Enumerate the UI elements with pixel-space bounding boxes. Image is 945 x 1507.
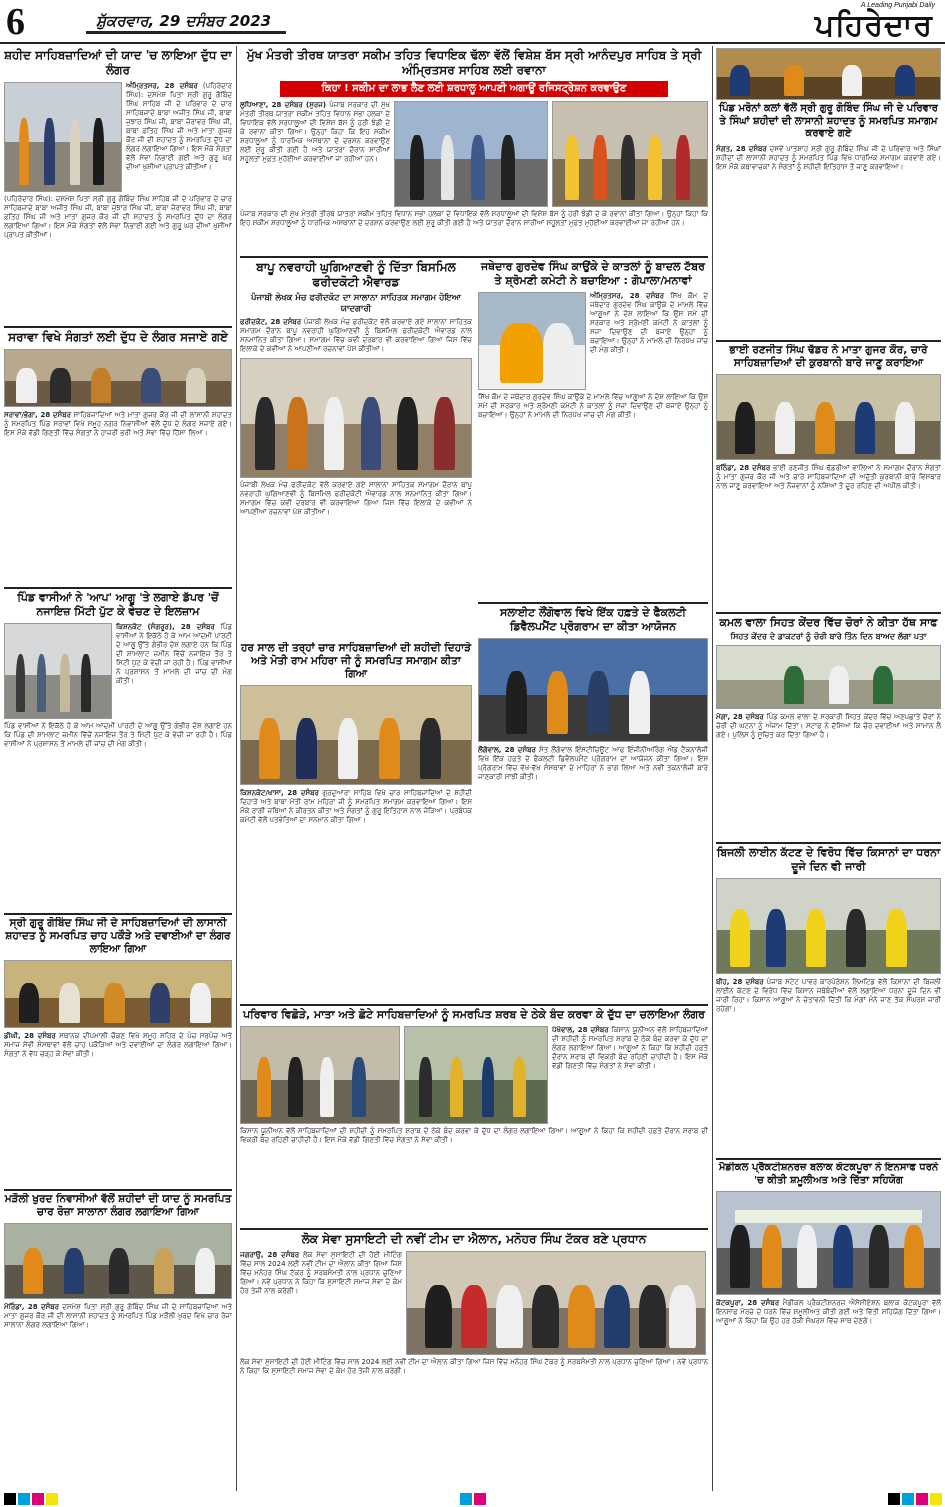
story-photo <box>716 374 941 460</box>
story-dateline: ਲੁਧਿਆਣਾ, 28 ਦਸੰਬਰ (ਸੁਰਜ) <box>240 101 327 109</box>
story-body: ਲੋਕ ਸੇਵਾ ਸੁਸਾਇਟੀ ਦੀ ਹੋਈ ਮੀਟਿੰਗ ਵਿੱਚ ਸਾਲ 2024 ਲਈ ਨਵੀਂ ਟੀਮ ਦਾ ਐਲਾਨ ਕੀਤਾ ਗਿਆ ਜਿਸ ਵਿੱਚ ਮਨੋਹਰ ਸਿੰਘ ਟੱਕਰ ਨੂੰ ਸਰਬਸੰਮਤੀ ਨਾਲ ਪ੍ਰਧਾਨ ਚੁਣਿਆ ਗਿਆ। ਨਵੇਂ ਪ੍ਰਧਾਨ ਨੇ ਕਿਹਾ ਕਿ ਸੁਸਾਇਟੀ ਸਮਾਜ ਸੇਵਾ ਦੇ ਕੰਮ ਹੋਰ ਤੇਜ਼ੀ ਨਾਲ ਕਰੇਗੀ। <box>240 1251 403 1295</box>
divider <box>4 1189 232 1191</box>
registration-swatch <box>930 1493 942 1505</box>
registration-swatch <box>46 1493 58 1505</box>
story-headline: ਬਾਪੂ ਨਵਰਾਹੀ ਘੁਗਿਆਣਵੀ ਨੂੰ ਦਿੱਤਾ ਬਿਸਮਿਲ ਫਰੀਦਕੋਟੀ ਐਵਾਰਡ <box>256 260 456 289</box>
story-headline: ਸਰਾਵਾ ਵਿਖੇ ਸੰਗਤਾਂ ਲਈ ਦੁੱਧ ਦੇ ਲੰਗਰ ਸਜਾਏ ਗਏ <box>8 330 228 344</box>
story-body-continued: ਪਿੰਡ ਵਾਸੀਆਂ ਨੇ ਇਕੱਠੇ ਹੋ ਕੇ ਆਮ ਆਦਮੀ ਪਾਰਟੀ ਦੇ ਆਗੂ ਉੱਤੇ ਗੰਭੀਰ ਦੋਸ਼ ਲਗਾਏ ਹਨ ਕਿ ਪਿੰਡ ਦੀ ਸ਼ਾਮਲਾਟ ਜ਼ਮੀਨ ਵਿੱਚੋਂ ਨਜਾਇਜ਼ ਤੌਰ ਤੇ ਮਿੱਟੀ ਪੁੱਟ ਕੇ ਵੇਚੀ ਜਾ ਰਹੀ ਹੈ। ਪਿੰਡ ਵਾਸੀਆਂ ਨੇ ਪ੍ਰਸ਼ਾਸਨ ਤੋਂ ਮਾਮਲੇ ਦੀ ਜਾਂਚ ਦੀ ਮੰਗ ਕੀਤੀ। <box>4 721 232 748</box>
story-photo <box>404 1026 548 1124</box>
divider <box>4 587 232 589</box>
story-kaunke-case <box>478 260 708 600</box>
story-photo <box>552 101 708 207</box>
story-medical-practitioners <box>716 1162 941 1490</box>
story-photo <box>394 101 548 207</box>
story-dateline: ਕਿਸ਼ਨਕੋਟ (ਸੰਗਰੂਰ), 28 ਦਸੰਬਰ <box>116 622 215 631</box>
story-photo <box>240 685 472 785</box>
column-rule <box>236 46 237 1491</box>
issue-date: ਸ਼ੁੱਕਰਵਾਰ, 29 ਦਸੰਬਰ 2023 <box>86 10 286 34</box>
story-body: ਪੰਜਾਬ ਸਟੇਟ ਪਾਵਰ ਕਾਰਪੋਰੇਸ਼ਨ ਲਿਮਟਿਡ ਵੱਲੋਂ ਕਿਸਾਨਾਂ ਦੀ ਬਿਜਲੀ ਲਾਈਨ ਕੱਟਣ ਦੇ ਵਿਰੋਧ ਵਿੱਚ ਕਿਸਾਨ ਜਥੇਬੰਦੀਆਂ ਵੱਲੋਂ ਲਗਾਇਆ ਧਰਨਾ ਦੂਜੇ ਦਿਨ ਵੀ ਜਾਰੀ ਰਿਹਾ। ਕਿਸਾਨ ਆਗੂਆਂ ਨੇ ਚੇਤਾਵਨੀ ਦਿੱਤੀ ਕਿ ਮੰਗਾਂ ਮੰਨੇ ਜਾਣ ਤੱਕ ਸੰਘਰਸ਼ ਜਾਰੀ ਰਹੇਗਾ। <box>716 977 941 1013</box>
story-dateline: ਡੀਘੀ, 28 ਦਸੰਬਰ <box>4 1032 56 1041</box>
divider <box>240 1228 708 1230</box>
story-headline: ਪਿੰਡ ਵਾਸੀਆਂ ਨੇ 'ਆਪ' ਆਗੂ 'ਤੇ ਲਗਾਏ ਡੱਪਰ 'ਚੋਂ ਨਜਾਇਜ਼ ਮਿੱਟੀ ਪੁੱਟ ਕੇ ਵੇਚਣ ਦੇ ਇਲਜ਼ਾਮ <box>17 591 219 618</box>
registration-swatch <box>916 1493 928 1505</box>
story-body: ਪੰਜਾਬ ਸਰਕਾਰ ਦੀ ਮੁੱਖ ਮੰਤਰੀ ਤੀਰਥ ਯਾਤਰਾ ਸਕੀਮ ਤਹਿਤ ਵਿਧਾਨ ਸਭਾ ਹਲਕਾ ਦੇ ਵਿਧਾਇਕ ਵੱਲੋਂ ਸ਼ਰਧਾਲੂਆਂ ਦੀ ਵਿਸ਼ੇਸ਼ ਬੱਸ ਨੂੰ ਹਰੀ ਝੰਡੀ ਦੇ ਕੇ ਰਵਾਨਾ ਕੀਤਾ ਗਿਆ। ਉਨ੍ਹਾਂ ਕਿਹਾ ਕਿ ਇਹ ਸਕੀਮ ਸ਼ਰਧਾਲੂਆਂ ਨੂੰ ਧਾਰਮਿਕ ਅਸਥਾਨਾਂ ਦੇ ਦਰਸ਼ਨ ਕਰਵਾਉਣ ਲਈ ਸ਼ੁਰੂ ਕੀਤੀ ਗਈ ਹੈ ਅਤੇ ਯਾਤਰਾ ਦੌਰਾਨ ਸਾਰੀਆਂ ਸਹੂਲਤਾਂ ਮੁਫ਼ਤ ਮੁਹੱਈਆ ਕਰਵਾਈਆਂ ਜਾ ਰਹੀਆਂ ਹਨ। <box>240 101 390 163</box>
story-headline: ਪਰਿਵਾਰ ਵਿਛੋੜੇ, ਮਾਤਾ ਅਤੇ ਛੋਟੇ ਸਾਹਿਬਜ਼ਾਦਿਆਂ ਨੂੰ ਸਮਰਪਿਤ ਸ਼ਰਬ ਦੇ ਠੇਕੇ ਬੰਦ ਕਰਵਾ ਕੇ ਦੁੱਧ ਦਾ ਚਲਾਇਆ ਲੰਗਰ <box>243 1008 705 1021</box>
column-rule <box>712 46 713 1491</box>
story-sliet-fdp <box>478 606 708 1002</box>
story-dateline: ਅੰਮ੍ਰਿਤਸਰ, 28 ਦਸੰਬਰ <box>126 82 198 90</box>
story-body-continued: ਪੰਜਾਬ ਸਰਕਾਰ ਦੀ ਮੁੱਖ ਮੰਤਰੀ ਤੀਰਥ ਯਾਤਰਾ ਸਕੀਮ ਤਹਿਤ ਵਿਧਾਨ ਸਭਾ ਹਲਕਾ ਦੇ ਵਿਧਾਇਕ ਵੱਲੋਂ ਸ਼ਰਧਾਲੂਆਂ ਦੀ ਵਿਸ਼ੇਸ਼ ਬੱਸ ਨੂੰ ਹਰੀ ਝੰਡੀ ਦੇ ਕੇ ਰਵਾਨਾ ਕੀਤਾ ਗਿਆ। ਉਨ੍ਹਾਂ ਕਿਹਾ ਕਿ ਇਹ ਸਕੀਮ ਸ਼ਰਧਾਲੂਆਂ ਨੂੰ ਧਾਰਮਿਕ ਅਸਥਾਨਾਂ ਦੇ ਦਰਸ਼ਨ ਕਰਵਾਉਣ ਲਈ ਸ਼ੁਰੂ ਕੀਤੀ ਗਈ ਹੈ ਅਤੇ ਯਾਤਰਾ ਦੌਰਾਨ ਸਾਰੀਆਂ ਸਹੂਲਤਾਂ ਮੁਫ਼ਤ ਮੁਹੱਈਆ ਕਰਵਾਈਆਂ ਜਾ ਰਹੀਆਂ ਹਨ। <box>240 210 708 227</box>
story-headline: ਸ਼ਹੀਦ ਸਾਹਿਬਜ਼ਾਦਿਆਂ ਦੀ ਯਾਦ 'ਚ ਲਾਇਆ ਦੁੱਧ ਦਾ ਲੰਗਰ <box>4 48 232 77</box>
story-photo <box>716 878 941 974</box>
story-tea-pakora-langar <box>4 917 232 1187</box>
story-subhead: ਸਿਹਤ ਕੇਂਦਰ ਦੇ ਡਾਕਟਰਾਂ ਨੂੰ ਚੋਰੀ ਬਾਰੇ ਤਿੰਨ ਦਿਨ ਬਾਅਦ ਲੱਗਾ ਪਤਾ <box>730 631 927 641</box>
story-photo <box>4 82 122 192</box>
divider <box>240 1004 708 1006</box>
story-body: (ਪਹਿਰੇਦਾਰ ਸਿੰਘ): ਦਸਮੇਸ਼ ਪਿਤਾ ਸ੍ਰੀ ਗੁਰੂ ਗੋਬਿੰਦ ਸਿੰਘ ਸਾਹਿਬ ਜੀ ਦੇ ਪਰਿਵਾਰ ਦੇ ਚਾਰ ਸਾਹਿਬਜ਼ਾਦੇ ਬਾਬਾ ਅਜੀਤ ਸਿੰਘ ਜੀ, ਬਾਬਾ ਜੁਝਾਰ ਸਿੰਘ ਜੀ, ਬਾਬਾ ਜ਼ੋਰਾਵਰ ਸਿੰਘ ਜੀ, ਬਾਬਾ ਫ਼ਤਿਹ ਸਿੰਘ ਜੀ ਅਤੇ ਮਾਤਾ ਗੁਜਰ ਕੌਰ ਜੀ ਦੀ ਸ਼ਹਾਦਤ ਨੂੰ ਸਮਰਪਿਤ ਦੁੱਧ ਦਾ ਲੰਗਰ ਲਗਾਇਆ ਗਿਆ। ਇਸ ਮੌਕੇ ਸੰਗਤਾਂ ਵੱਲੋਂ ਸੇਵਾ ਨਿਭਾਈ ਗਈ ਅਤੇ ਗੁਰੂ ਘਰ ਦੀਆਂ ਖੁਸ਼ੀਆਂ ਪ੍ਰਾਪਤ ਕੀਤੀਆਂ। <box>126 82 232 171</box>
story-photo <box>4 623 112 719</box>
registration-swatch <box>18 1493 30 1505</box>
story-body: ਪੰਜਾਬੀ ਲੇਖਕ ਮੰਚ ਫਰੀਦਕੋਟ ਵੱਲੋਂ ਕਰਵਾਏ ਗਏ ਸਾਲਾਨਾ ਸਾਹਿਤਕ ਸਮਾਗਮ ਦੌਰਾਨ ਬਾਪੂ ਨਵਰਾਹੀ ਘੁਗਿਆਣਵੀ ਨੂੰ ਬਿਸਮਿਲ ਫਰੀਦਕੋਟੀ ਐਵਾਰਡ ਨਾਲ ਸਨਮਾਨਿਤ ਕੀਤਾ ਗਿਆ। ਸਮਾਗਮ ਵਿੱਚ ਕਵੀ ਦਰਬਾਰ ਵੀ ਕਰਵਾਇਆ ਗਿਆ ਜਿਸ ਵਿੱਚ ਇਲਾਕੇ ਦੇ ਕਵੀਆਂ ਨੇ ਆਪਣੀਆਂ ਰਚਨਾਵਾਂ ਪੇਸ਼ ਕੀਤੀਆਂ। <box>240 318 472 354</box>
registration-swatch <box>4 1493 16 1505</box>
story-body: ਮੈਡੀਕਲ ਪ੍ਰੈਕਟੀਸ਼ਨਰਜ਼ ਐਸੋਸੀਏਸ਼ਨ ਬਲਾਕ ਕੋਟਕਪੂਰਾ ਵੱਲੋਂ ਇਨਸਾਫ ਮੋਰਚੇ ਦੇ ਧਰਨੇ ਵਿੱਚ ਸ਼ਮੂਲੀਅਤ ਕੀਤੀ ਗਈ ਅਤੇ ਵਿੱਤੀ ਸਹਿਯੋਗ ਦਿੱਤਾ ਗਿਆ। ਆਗੂਆਂ ਨੇ ਕਿਹਾ ਕਿ ਉਹ ਹਰ ਹੱਕੀ ਸੰਘਰਸ਼ ਵਿੱਚ ਸਾਥ ਦੇਣਗੇ। <box>716 1299 941 1325</box>
story-body: ਭਾਈ ਰਣਜੀਤ ਸਿੰਘ ਢੱਡਰੀਆਂ ਵਾਲਿਆਂ ਨੇ ਸਮਾਗਮ ਦੌਰਾਨ ਸੰਗਤਾਂ ਨੂੰ ਮਾਤਾ ਗੁਜਰ ਕੌਰ ਜੀ ਅਤੇ ਚਾਰੇ ਸਾਹਿਬਜ਼ਾਦਿਆਂ ਦੀ ਅਦੁੱਤੀ ਕੁਰਬਾਨੀ ਬਾਰੇ ਵਿਸਥਾਰ ਨਾਲ ਜਾਣੂ ਕਰਵਾਇਆ ਅਤੇ ਨੌਜਵਾਨਾਂ ਨੂੰ ਨਸ਼ਿਆਂ ਤੋਂ ਦੂਰ ਰਹਿਣ ਦੀ ਅਪੀਲ ਕੀਤੀ। <box>716 464 941 491</box>
story-dateline: ਬੀਹ, 28 ਦਸੰਬਰ <box>716 977 764 986</box>
registration-swatch <box>460 1493 472 1505</box>
story-body: ਸੰਤ ਲੌਂਗੋਵਾਲ ਇੰਸਟੀਚਿਊਟ ਆਫ ਇੰਜੀਨੀਅਰਿੰਗ ਐਂਡ ਟੈਕਨਾਲੋਜੀ ਵਿਖੇ ਇੱਕ ਹਫ਼ਤੇ ਦੇ ਫੈਕਲਟੀ ਡਿਵੈਲਪਮੈਂਟ ਪ੍ਰੋਗਰਾਮ ਦਾ ਆਯੋਜਨ ਕੀਤਾ ਗਿਆ। ਇਸ ਪ੍ਰੋਗਰਾਮ ਵਿੱਚ ਵੱਖ-ਵੱਖ ਸੰਸਥਾਵਾਂ ਦੇ ਮਾਹਿਰਾਂ ਨੇ ਭਾਗ ਲਿਆ ਅਤੇ ਨਵੀਂ ਤਕਨਾਲੋਜੀ ਬਾਰੇ ਜਾਣਕਾਰੀ ਸਾਂਝੀ ਕੀਤੀ। <box>478 745 708 781</box>
story-headline: ਸਲਾਈਟ ਲੌਂਗੋਵਾਲ ਵਿਖੇ ਇੱਕ ਹਫ਼ਤੇ ਦੇ ਫੈਕਲਟੀ ਡਿਵੈਲਪਮੈਂਟ ਪ੍ਰੋਗਰਾਮ ਦਾ ਕੀਤਾ ਆਯੋਜਨ <box>500 606 686 633</box>
story-photo <box>716 1191 941 1295</box>
story-photo <box>4 1223 232 1299</box>
story-bismil-award <box>240 260 472 638</box>
story-headline: ਸ੍ਰੀ ਗੁਰੂ ਗੋਬਿੰਦ ਸਿੰਘ ਜੀ ਦੇ ਸਾਹਿਬਜ਼ਾਦਿਆਂ ਦੀ ਲਾਸਾਨੀ ਸ਼ਹਾਦਤ ਨੂੰ ਸਮਰਪਿਤ ਚਾਹ ਪਕੌੜੇ ਅਤੇ ਦਵਾਈਆਂ ਦਾ ਲੰਗਰ ਲਾਇਆ ਗਿਆ <box>5 917 231 956</box>
story-dateline: ਕੋਟਕਪੂਰਾ, 28 ਦਸੰਬਰ <box>716 1299 780 1307</box>
story-body: ਦਸਮੇਸ਼ ਪਿਤਾ ਸ੍ਰੀ ਗੁਰੂ ਗੋਬਿੰਦ ਸਿੰਘ ਜੀ ਦੇ ਸਾਹਿਬਜ਼ਾਦਿਆਂ ਅਤੇ ਮਾਤਾ ਗੁਜਰ ਕੌਰ ਜੀ ਦੀ ਲਾਸਾਨੀ ਸ਼ਹਾਦਤ ਨੂੰ ਸਮਰਪਿਤ ਪਿੰਡ ਮੜੌਲੀ ਖੁਰਦ ਵਿਖੇ ਚਾਰ ਰੋਜ਼ਾ ਸਾਲਾਨਾ ਲੰਗਰ ਲਗਾਇਆ ਗਿਆ। <box>4 1303 232 1330</box>
story-dateline: ਸਰਾਵਾਂ/ਭੋਗਾ, 28 ਦਸੰਬਰ <box>4 411 71 419</box>
divider <box>716 842 941 844</box>
story-headline: ਮੁੱਖ ਮੰਤਰੀ ਤੀਰਥ ਯਾਤਰਾ ਸਕੀਮ ਤਹਿਤ ਵਿਧਾਇਕ ਢੱਲਾ ਵੱਲੋਂ ਵਿਸ਼ੇਸ਼ ਬੱਸ ਸ੍ਰੀ ਆਨੰਦਪੁਰ ਸਾਹਿਬ ਤੇ ਸ੍ਰੀ ਅੰਮ੍ਰਿਤਸਰ ਸਾਹਿਬ ਲਈ ਰਵਾਨਾ <box>246 48 702 77</box>
story-liquor-shops-milk <box>240 1008 708 1226</box>
story-dateline: ਕਿਸ਼ਨਕੋਟ/ਖਾਸਾ, 28 ਦਸੰਬਰ <box>240 789 319 798</box>
story-marona-kalan <box>716 48 941 338</box>
registration-swatch <box>902 1493 914 1505</box>
story-body: ਸਾਹਿਬਜ਼ਾਦਿਆਂ ਅਤੇ ਮਾਤਾ ਗੁਜਰ ਕੌਰ ਜੀ ਦੀ ਲਾਸਾਨੀ ਸ਼ਹਾਦਤ ਨੂੰ ਸਮਰਪਿਤ ਪਿੰਡ ਸਰਾਵਾਂ ਵਿਖੇ ਸਮੂਹ ਨਗਰ ਨਿਵਾਸੀਆਂ ਵੱਲੋਂ ਦੁੱਧ ਦੇ ਲੰਗਰ ਸਜਾਏ ਗਏ। ਇਸ ਮੌਕੇ ਵੱਡੀ ਗਿਣਤੀ ਵਿੱਚ ਸੰਗਤਾਂ ਨੇ ਹਾਜ਼ਰੀ ਭਰੀ ਅਤੇ ਸੇਵਾ ਵਿੱਚ ਹਿੱਸਾ ਲਿਆ। <box>4 411 232 437</box>
story-dateline: ਮੋਰਿੰਡਾ, 28 ਦਸੰਬਰ <box>4 1303 60 1312</box>
story-body: ਸਿੱਖ ਕੌਮ ਦੇ ਜਥੇਦਾਰ ਗੁਰਦੇਵ ਸਿੰਘ ਕਾਉਂਕੇ ਦੇ ਮਾਮਲੇ ਵਿੱਚ ਆਗੂਆਂ ਨੇ ਦੋਸ਼ ਲਾਇਆ ਕਿ ਉਸ ਸਮੇਂ ਦੀ ਸਰਕਾਰ ਅਤੇ ਸ਼੍ਰੋਮਣੀ ਕਮੇਟੀ ਨੇ ਕਾਤਲਾਂ ਨੂੰ ਸਜ਼ਾ ਦਿਵਾਉਣ ਦੀ ਬਜਾਏ ਉਨ੍ਹਾਂ ਨੂੰ ਬਚਾਇਆ। ਉਨ੍ਹਾਂ ਨੇ ਮਾਮਲੇ ਦੀ ਨਿਰਪੱਖ ਜਾਂਚ ਦੀ ਮੰਗ ਕੀਤੀ। <box>590 291 708 354</box>
story-highlight-strip: ਕਿਹਾ ! ਸਕੀਮ ਦਾ ਲਾਭ ਲੈਣ ਲਈ ਸ਼ਰਧਾਲੂ ਆਪਣੀ ਅਗਾਊਂ ਰਜਿਸਟ੍ਰੇਸ਼ਨ ਕਰਵਾਉਣ <box>280 81 668 97</box>
divider <box>4 913 232 915</box>
divider <box>716 612 941 614</box>
story-photo <box>716 645 941 709</box>
page-number: 6 <box>6 1 25 43</box>
story-dhadrianwale <box>716 344 941 610</box>
story-photo <box>478 292 586 390</box>
divider <box>716 1158 941 1160</box>
story-health-centre-theft <box>716 616 941 840</box>
story-farmers-dharna <box>716 846 941 1156</box>
story-body: ਗੁਰਦੁਆਰਾ ਸਾਹਿਬ ਵਿਖੇ ਚਾਰ ਸਾਹਿਬਜ਼ਾਦਿਆਂ ਦੇ ਸ਼ਹੀਦੀ ਦਿਹਾੜੇ ਅਤੇ ਬਾਬਾ ਮੋਤੀ ਰਾਮ ਮਹਿਰਾ ਜੀ ਨੂੰ ਸਮਰਪਿਤ ਸਮਾਗਮ ਕਰਵਾਇਆ ਗਿਆ। ਇਸ ਮੌਕੇ ਰਾਗੀ ਜਥਿਆਂ ਨੇ ਕੀਰਤਨ ਕੀਤਾ ਅਤੇ ਸੰਗਤਾਂ ਨੂੰ ਗੁਰੂ ਇਤਿਹਾਸ ਨਾਲ ਜੋੜਿਆ। ਪ੍ਰਬੰਧਕ ਕਮੇਟੀ ਵੱਲੋਂ ਪਤਵੰਤਿਆਂ ਦਾ ਸਨਮਾਨ ਕੀਤਾ ਗਿਆ। <box>240 789 472 825</box>
divider <box>240 256 708 258</box>
story-photo <box>716 48 941 100</box>
story-body: ਸਥਾਨਕ ਦੀਪਮਾਲੀ ਚੌਕਣ ਵਿਖੇ ਸਮੂਹ ਸ਼ਹਿਰ ਦੇ ਪੰਚ ਸਰਪੰਚ ਅਤੇ ਸਮਾਜ ਸੇਵੀ ਸੰਸਥਾਵਾਂ ਵੱਲੋਂ ਚਾਹ ਪਕੌੜਿਆਂ ਅਤੇ ਦਵਾਈਆਂ ਦਾ ਲੰਗਰ ਲਗਾਇਆ ਗਿਆ। ਸੰਗਤਾਂ ਨੇ ਵੱਧ ਚੜ੍ਹ ਕੇ ਸੇਵਾ ਕੀਤੀ। <box>4 1032 232 1059</box>
newspaper-brand: ਪਹਿਰੇਦਾਰ <box>814 8 933 43</box>
story-sarawa-langar <box>4 330 232 585</box>
story-headline: ਕਮਲ ਵਾਲਾ ਸਿਹਤ ਕੇਂਦਰ ਵਿੱਚ ਚੋਰਾਂ ਨੇ ਕੀਤਾ ਹੱਥ ਸਾਫ <box>719 616 938 629</box>
story-dateline: ਜਗਰਾਉਂ, 28 ਦਸੰਬਰ <box>240 1251 300 1259</box>
story-dateline: ਬਠਿੰਡਾ, 28 ਦਸੰਬਰ <box>716 464 771 473</box>
story-headline: ਲੋਕ ਸੇਵਾ ਸੁਸਾਇਟੀ ਦੀ ਨਵੀਂ ਟੀਮ ਦਾ ਐਲਾਨ, ਮਨੋਹਰ ਸਿੰਘ ਟੱਕਰ ਬਣੇ ਪ੍ਰਧਾਨ <box>301 1232 647 1246</box>
story-body: ਪਿੰਡ ਵਾਸੀਆਂ ਨੇ ਇਕੱਠੇ ਹੋ ਕੇ ਆਮ ਆਦਮੀ ਪਾਰਟੀ ਦੇ ਆਗੂ ਉੱਤੇ ਗੰਭੀਰ ਦੋਸ਼ ਲਗਾਏ ਹਨ ਕਿ ਪਿੰਡ ਦੀ ਸ਼ਾਮਲਾਟ ਜ਼ਮੀਨ ਵਿੱਚੋਂ ਨਜਾਇਜ਼ ਤੌਰ ਤੇ ਮਿੱਟੀ ਪੁੱਟ ਕੇ ਵੇਚੀ ਜਾ ਰਹੀ ਹੈ। ਪਿੰਡ ਵਾਸੀਆਂ ਨੇ ਪ੍ਰਸ਼ਾਸਨ ਤੋਂ ਮਾਮਲੇ ਦੀ ਜਾਂਚ ਦੀ ਮੰਗ ਕੀਤੀ। <box>116 622 232 685</box>
registration-swatch <box>474 1493 486 1505</box>
story-lok-sewa-society <box>240 1232 708 1490</box>
registration-swatch <box>888 1493 900 1505</box>
story-dateline: ਪੱਖੋਵਾਲ, 28 ਦਸੰਬਰ <box>552 1025 609 1034</box>
story-headline: ਭਾਈ ਰਣਜੀਤ ਸਿੰਘ ਢੱਡਰ ਨੇ ਮਾਤਾ ਗੁਜਰ ਕੌਰ, ਚਾਰੇ ਸਾਹਿਬਜ਼ਾਦਿਆਂ ਦੀ ਕੁਰਬਾਨੀ ਬਾਰੇ ਜਾਣੂ ਕਰਾਇਆ <box>729 344 928 370</box>
story-photo <box>478 638 708 742</box>
story-dateline: ਸੰਗਤ, 28 ਦਸੰਬਰ <box>716 144 767 153</box>
divider <box>478 602 708 604</box>
masthead <box>0 0 945 44</box>
story-body-continued: ਸਿੱਖ ਕੌਮ ਦੇ ਜਥੇਦਾਰ ਗੁਰਦੇਵ ਸਿੰਘ ਕਾਉਂਕੇ ਦੇ ਮਾਮਲੇ ਵਿੱਚ ਆਗੂਆਂ ਨੇ ਦੋਸ਼ ਲਾਇਆ ਕਿ ਉਸ ਸਮੇਂ ਦੀ ਸਰਕਾਰ ਅਤੇ ਸ਼੍ਰੋਮਣੀ ਕਮੇਟੀ ਨੇ ਕਾਤਲਾਂ ਨੂੰ ਸਜ਼ਾ ਦਿਵਾਉਣ ਦੀ ਬਜਾਏ ਉਨ੍ਹਾਂ ਨੂੰ ਬਚਾਇਆ। ਉਨ੍ਹਾਂ ਨੇ ਮਾਮਲੇ ਦੀ ਨਿਰਪੱਖ ਜਾਂਚ ਦੀ ਮੰਗ ਕੀਤੀ। <box>478 392 708 419</box>
story-body-continued: ਲੋਕ ਸੇਵਾ ਸੁਸਾਇਟੀ ਦੀ ਹੋਈ ਮੀਟਿੰਗ ਵਿੱਚ ਸਾਲ 2024 ਲਈ ਨਵੀਂ ਟੀਮ ਦਾ ਐਲਾਨ ਕੀਤਾ ਗਿਆ ਜਿਸ ਵਿੱਚ ਮਨੋਹਰ ਸਿੰਘ ਟੱਕਰ ਨੂੰ ਸਰਬਸੰਮਤੀ ਨਾਲ ਪ੍ਰਧਾਨ ਚੁਣਿਆ ਗਿਆ। ਨਵੇਂ ਪ੍ਰਧਾਨ ਨੇ ਕਿਹਾ ਕਿ ਸੁਸਾਇਟੀ ਸਮਾਜ ਸੇਵਾ ਦੇ ਕੰਮ ਹੋਰ ਤੇਜ਼ੀ ਨਾਲ ਕਰੇਗੀ। <box>240 1358 708 1375</box>
story-subhead: ਪੰਜਾਬੀ ਲੇਖਕ ਮੰਚ ਫਰੀਦਕੋਟ ਦਾ ਸਾਲਾਨਾ ਸਾਹਿਤਕ ਸਮਾਗਮ ਹੋਇਆ ਯਾਦਗਾਰੀ <box>251 293 461 314</box>
story-body: ਦਸਵੇਂ ਪਾਤਸ਼ਾਹ ਸ੍ਰੀ ਗੁਰੂ ਗੋਬਿੰਦ ਸਿੰਘ ਜੀ ਦੇ ਪਰਿਵਾਰ ਅਤੇ ਸਿੰਘਾਂ ਸ਼ਹੀਦਾਂ ਦੀ ਲਾਸਾਨੀ ਸ਼ਹਾਦਤ ਨੂੰ ਸਮਰਪਿਤ ਪਿੰਡ ਵਿਖੇ ਧਾਰਮਿਕ ਸਮਾਗਮ ਕਰਵਾਏ ਗਏ। ਇਸ ਮੌਕੇ ਕਥਾਵਾਚਕਾਂ ਨੇ ਸੰਗਤਾਂ ਨੂੰ ਸ਼ਹੀਦੀ ਇਤਿਹਾਸ ਤੋਂ ਜਾਣੂ ਕਰਵਾਇਆ। <box>716 144 941 171</box>
story-body-continued: (ਪਹਿਰੇਦਾਰ ਸਿੰਘ): ਦਸਮੇਸ਼ ਪਿਤਾ ਸ੍ਰੀ ਗੁਰੂ ਗੋਬਿੰਦ ਸਿੰਘ ਸਾਹਿਬ ਜੀ ਦੇ ਪਰਿਵਾਰ ਦੇ ਚਾਰ ਸਾਹਿਬਜ਼ਾਦੇ ਬਾਬਾ ਅਜੀਤ ਸਿੰਘ ਜੀ, ਬਾਬਾ ਜੁਝਾਰ ਸਿੰਘ ਜੀ, ਬਾਬਾ ਜ਼ੋਰਾਵਰ ਸਿੰਘ ਜੀ, ਬਾਬਾ ਫ਼ਤਿਹ ਸਿੰਘ ਜੀ ਅਤੇ ਮਾਤਾ ਗੁਜਰ ਕੌਰ ਜੀ ਦੀ ਸ਼ਹਾਦਤ ਨੂੰ ਸਮਰਪਿਤ ਦੁੱਧ ਦਾ ਲੰਗਰ ਲਗਾਇਆ ਗਿਆ। ਇਸ ਮੌਕੇ ਸੰਗਤਾਂ ਵੱਲੋਂ ਸੇਵਾ ਨਿਭਾਈ ਗਈ ਅਤੇ ਗੁਰੂ ਘਰ ਦੀਆਂ ਖੁਸ਼ੀਆਂ ਪ੍ਰਾਪਤ ਕੀਤੀਆਂ। <box>4 195 232 239</box>
story-headline: ਹਰ ਸਾਲ ਦੀ ਤਰ੍ਹਾਂ ਚਾਰ ਸਾਹਿਬਜ਼ਾਦਿਆਂ ਦੀ ਸ਼ਹੀਦੀ ਦਿਹਾੜੇ ਅਤੇ ਮੋਤੀ ਰਾਮ ਮਹਿਰਾ ਜੀ ਨੂੰ ਸਮਰਪਿਤ ਸਮਾਗਮ ਕੀਤਾ ਗਿਆ <box>240 642 472 681</box>
story-photo <box>406 1251 706 1355</box>
registration-swatch <box>32 1493 44 1505</box>
divider <box>4 326 232 328</box>
story-photo <box>240 1026 400 1124</box>
story-body: ਕਿਸਾਨ ਯੂਨੀਅਨ ਵੱਲੋਂ ਸਾਹਿਬਜ਼ਾਦਿਆਂ ਦੀ ਸ਼ਹੀਦੀ ਨੂੰ ਸਮਰਪਿਤ ਸ਼ਰਾਬ ਦੇ ਠੇਕੇ ਬੰਦ ਕਰਵਾ ਕੇ ਦੁੱਧ ਦਾ ਲੰਗਰ ਲਗਾਇਆ ਗਿਆ। ਆਗੂਆਂ ਨੇ ਕਿਹਾ ਕਿ ਸ਼ਹੀਦੀ ਹਫ਼ਤੇ ਦੌਰਾਨ ਸ਼ਰਾਬ ਦੀ ਵਿਕਰੀ ਬੰਦ ਰਹਿਣੀ ਚਾਹੀਦੀ ਹੈ। ਇਸ ਮੌਕੇ ਵੱਡੀ ਗਿਣਤੀ ਵਿੱਚ ਸੰਗਤਾਂ ਨੇ ਸੇਵਾ ਕੀਤੀ। <box>552 1025 708 1070</box>
divider <box>716 340 941 342</box>
story-dateline: ਫਰੀਦਕੋਟ, 28 ਦਸੰਬਰ <box>240 318 302 327</box>
story-dateline: ਲੌਂਗੋਵਾਲ, 28 ਦਸੰਬਰ <box>478 745 536 754</box>
story-headline: ਮੜੌਲੀ ਖੁਰਦ ਨਿਵਾਸੀਆਂ ਵੱਲੋਂ ਸ਼ਹੀਦਾਂ ਦੀ ਯਾਦ ਨੂੰ ਸਮਰਪਿਤ ਚਾਰ ਰੋਜ਼ਾ ਸਾਲਾਨਾ ਲੰਗਰ ਲਗਾਇਆ ਗਿਆ <box>4 1193 232 1219</box>
tagline: A Leading Punjabi Daily <box>860 2 935 9</box>
story-body-continued: ਕਿਸਾਨ ਯੂਨੀਅਨ ਵੱਲੋਂ ਸਾਹਿਬਜ਼ਾਦਿਆਂ ਦੀ ਸ਼ਹੀਦੀ ਨੂੰ ਸਮਰਪਿਤ ਸ਼ਰਾਬ ਦੇ ਠੇਕੇ ਬੰਦ ਕਰਵਾ ਕੇ ਦੁੱਧ ਦਾ ਲੰਗਰ ਲਗਾਇਆ ਗਿਆ। ਆਗੂਆਂ ਨੇ ਕਿਹਾ ਕਿ ਸ਼ਹੀਦੀ ਹਫ਼ਤੇ ਦੌਰਾਨ ਸ਼ਰਾਬ ਦੀ ਵਿਕਰੀ ਬੰਦ ਰਹਿਣੀ ਚਾਹੀਦੀ ਹੈ। ਇਸ ਮੌਕੇ ਵੱਡੀ ਗਿਣਤੀ ਵਿੱਚ ਸੰਗਤਾਂ ਨੇ ਸੇਵਾ ਕੀਤੀ। <box>240 1126 708 1144</box>
story-photo <box>240 358 472 478</box>
story-milk-langar <box>4 48 232 324</box>
story-moti-ram-mehra <box>240 642 472 1002</box>
story-body: ਪਿੰਡ ਕਮਲ ਵਾਲਾ ਦੇ ਸਰਕਾਰੀ ਸਿਹਤ ਕੇਂਦਰ ਵਿੱਚ ਅਣਪਛਾਤੇ ਚੋਰਾਂ ਨੇ ਚੋਰੀ ਦੀ ਘਟਨਾ ਨੂੰ ਅੰਜਾਮ ਦਿੱਤਾ। ਸਟਾਫ਼ ਨੇ ਦੱਸਿਆ ਕਿ ਚੋਰ ਦਵਾਈਆਂ ਅਤੇ ਸਾਮਾਨ ਲੈ ਗਏ। ਪੁਲਿਸ ਨੂੰ ਸੂਚਿਤ ਕਰ ਦਿੱਤਾ ਗਿਆ ਹੈ। <box>716 712 941 739</box>
story-photo <box>4 349 232 407</box>
story-headline: ਜਥੇਦਾਰ ਗੁਰਦੇਵ ਸਿੰਘ ਕਾਉਂਕੇ ਦੇ ਕਾਤਲਾਂ ਨੂੰ ਬਾਦਲ ਟੱਬਰ ਤੇ ਸ਼੍ਰੋਮਣੀ ਕਮੇਟੀ ਨੇ ਬਚਾਇਆ : ਗੋਪਾਲਾ/ਮਨਾਵਾਂ <box>481 260 705 287</box>
story-headline: ਬਿਜਲੀ ਲਾਈਨ ਕੱਟਣ ਦੇ ਵਿਰੋਧ ਵਿੱਚ ਕਿਸਾਨਾਂ ਦਾ ਧਰਨਾ ਦੂਜੇ ਦਿਨ ਵੀ ਜਾਰੀ <box>716 846 941 873</box>
story-dateline: ਅੰਮ੍ਰਿਤਸਰ, 28 ਦਸੰਬਰ <box>590 291 664 300</box>
story-maroli-khurd-langar <box>4 1193 232 1489</box>
story-body-continued: ਪੰਜਾਬੀ ਲੇਖਕ ਮੰਚ ਫਰੀਦਕੋਟ ਵੱਲੋਂ ਕਰਵਾਏ ਗਏ ਸਾਲਾਨਾ ਸਾਹਿਤਕ ਸਮਾਗਮ ਦੌਰਾਨ ਬਾਪੂ ਨਵਰਾਹੀ ਘੁਗਿਆਣਵੀ ਨੂੰ ਬਿਸਮਿਲ ਫਰੀਦਕੋਟੀ ਐਵਾਰਡ ਨਾਲ ਸਨਮਾਨਿਤ ਕੀਤਾ ਗਿਆ। ਸਮਾਗਮ ਵਿੱਚ ਕਵੀ ਦਰਬਾਰ ਵੀ ਕਰਵਾਇਆ ਗਿਆ ਜਿਸ ਵਿੱਚ ਇਲਾਕੇ ਦੇ ਕਵੀਆਂ ਨੇ ਆਪਣੀਆਂ ਰਚਨਾਵਾਂ ਪੇਸ਼ ਕੀਤੀਆਂ। <box>240 481 472 517</box>
story-headline: ਮੈਡੀਕਲ ਪ੍ਰੈਕਟੀਸ਼ਨਰਜ਼ ਬਲਾਕ ਕੋਟਕਪੂਰਾ ਨੇ ਇਨਸਾਫ ਧਰਨੇ 'ਚ ਕੀਤੀ ਸ਼ਮੂਲੀਅਤ ਅਤੇ ਦਿੱਤਾ ਸਹਿਯੋਗ <box>718 1162 939 1186</box>
story-photo <box>4 960 232 1028</box>
story-aap-soil <box>4 591 232 911</box>
print-registration-bar <box>0 1491 945 1507</box>
story-dateline: ਮੋਗਾ, 28 ਦਸੰਬਰ <box>716 712 764 721</box>
story-tirth-yatra-bus <box>240 48 708 254</box>
story-headline: ਪਿੰਡ ਮਰੋਨਾਂ ਕਲਾਂ ਵੱਲੋਂ ਸ੍ਰੀ ਗੁਰੂ ਗੋਬਿੰਦ ਸਿੰਘ ਜੀ ਦੇ ਪਰਿਵਾਰ ਤੇ ਸਿੰਘਾਂ ਸ਼ਹੀਦਾਂ ਦੀ ਲਾਸਾਨੀ ਸ਼ਹਾਦਤ ਨੂੰ ਸਮਰਪਿਤ ਸਮਾਗਮ ਕਰਵਾਏ ਗਏ <box>718 103 938 139</box>
